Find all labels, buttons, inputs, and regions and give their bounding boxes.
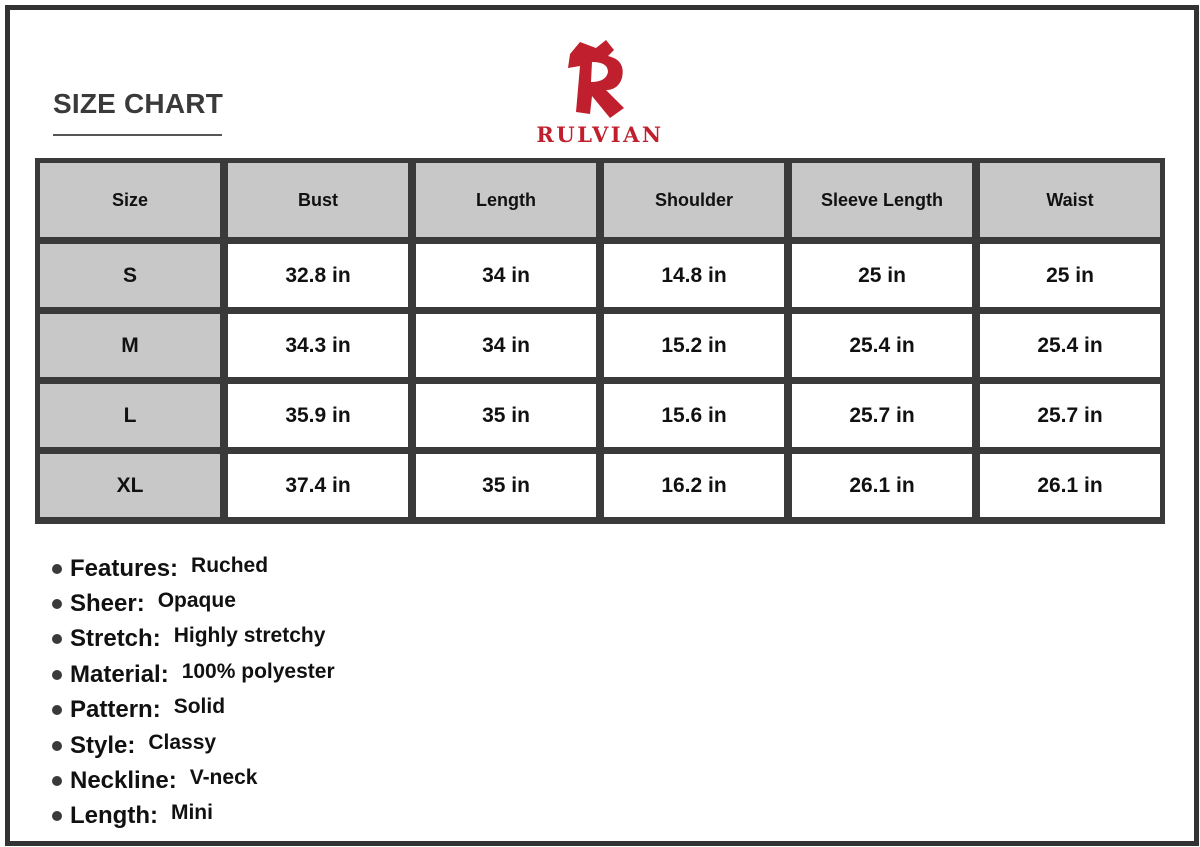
measurement-cell: 35 in: [416, 454, 596, 517]
spec-item: [52, 763, 335, 798]
spec-value: Ruched: [191, 553, 269, 577]
column-header: Size: [40, 163, 220, 237]
spec-value: Classy: [148, 730, 217, 754]
measurement-cell: 25 in: [792, 244, 972, 307]
measurement-cell: 16.2 in: [604, 454, 784, 517]
spec-label: Material:: [70, 660, 169, 688]
spec-item: [52, 551, 335, 586]
brand-logo: [520, 38, 680, 148]
spec-item: [52, 586, 335, 621]
spec-label: Sheer:: [70, 590, 145, 618]
measurement-cell: 25.4 in: [980, 314, 1160, 377]
bullet-icon: [52, 599, 62, 609]
measurement-cell: 26.1 in: [792, 454, 972, 517]
bullet-icon: [52, 564, 62, 574]
spec-value: Highly stretchy: [173, 624, 326, 648]
spec-item: [52, 693, 335, 728]
bullet-icon: [52, 634, 62, 644]
spec-label: Stretch:: [70, 625, 161, 653]
page-title: SIZE CHART: [53, 88, 223, 119]
spec-item: [52, 799, 335, 834]
measurement-cell: 25.7 in: [792, 384, 972, 447]
size-label-cell: L: [40, 384, 220, 447]
size-label-cell: M: [40, 314, 220, 377]
spec-value: V-neck: [189, 766, 258, 790]
bullet-icon: [52, 670, 62, 680]
spec-item: [52, 622, 335, 657]
spec-item: [52, 728, 335, 763]
brand-name: RULVIAN: [536, 122, 664, 147]
bullet-icon: [52, 741, 62, 751]
measurement-cell: 34 in: [416, 314, 596, 377]
measurement-cell: 35.9 in: [228, 384, 408, 447]
bullet-icon: [52, 811, 62, 821]
size-label-cell: S: [40, 244, 220, 307]
bullet-icon: [52, 776, 62, 786]
column-header: Length: [416, 163, 596, 237]
measurement-cell: 37.4 in: [228, 454, 408, 517]
measurement-cell: 25 in: [980, 244, 1160, 307]
spec-label: Pattern:: [70, 696, 161, 724]
size-label-cell: XL: [40, 454, 220, 517]
measurement-cell: 26.1 in: [980, 454, 1160, 517]
measurement-cell: 34 in: [416, 244, 596, 307]
spec-value: 100% polyester: [181, 659, 335, 683]
spec-label: Neckline:: [70, 767, 177, 795]
column-header: Shoulder: [604, 163, 784, 237]
rulvian-r-logo-icon: [566, 38, 634, 118]
measurement-cell: 25.7 in: [980, 384, 1160, 447]
bullet-icon: [52, 705, 62, 715]
measurement-cell: 15.2 in: [604, 314, 784, 377]
measurement-cell: 14.8 in: [604, 244, 784, 307]
column-header: Sleeve Length: [792, 163, 972, 237]
spec-item: [52, 657, 335, 692]
size-table: [35, 158, 1165, 524]
column-header: Waist: [980, 163, 1160, 237]
measurement-cell: 15.6 in: [604, 384, 784, 447]
measurement-cell: 32.8 in: [228, 244, 408, 307]
spec-label: Features:: [70, 554, 179, 582]
spec-value: Mini: [170, 801, 213, 825]
spec-value: Opaque: [157, 589, 236, 613]
measurement-cell: 25.4 in: [792, 314, 972, 377]
spec-value: Solid: [173, 695, 226, 719]
measurement-cell: 34.3 in: [228, 314, 408, 377]
measurement-cell: 35 in: [416, 384, 596, 447]
title-underline: [53, 134, 222, 136]
spec-label: Length:: [70, 802, 158, 830]
column-header: Bust: [228, 163, 408, 237]
product-specs-list: [52, 551, 335, 834]
spec-label: Style:: [70, 731, 136, 759]
